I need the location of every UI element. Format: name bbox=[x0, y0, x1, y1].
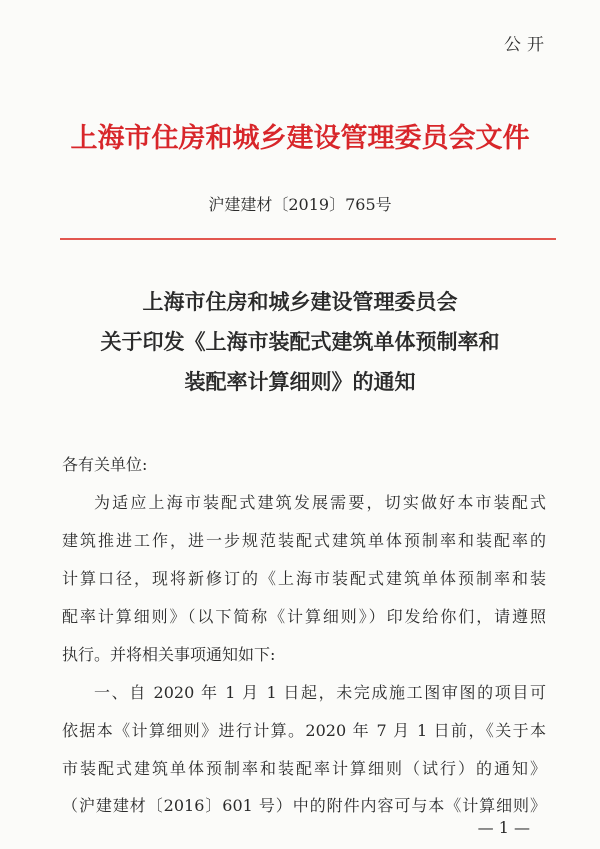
red-divider bbox=[60, 238, 556, 240]
page-number: — 1 — bbox=[477, 818, 530, 837]
body-line: 建筑推进工作，进一步规范装配式建筑单体预制率和装配率的 bbox=[62, 531, 546, 550]
body-line: 执行。并将相关事项通知如下: bbox=[62, 645, 276, 664]
document-number: 沪建建材〔2019〕765号 bbox=[208, 195, 392, 214]
body-line: 为适应上海市装配式建筑发展需要，切实做好本市装配式 bbox=[94, 493, 546, 512]
body-line: 计算口径，现将新修订的《上海市装配式建筑单体预制率和装 bbox=[62, 569, 546, 588]
body-line: 一、自 2020 年 1 月 1 日起，未完成施工图审图的项目可 bbox=[94, 683, 546, 702]
body-line: 市装配式建筑单体预制率和装配率计算细则（试行）的通知》 bbox=[62, 759, 546, 778]
title-line-3: 装配率计算细则》的通知 bbox=[184, 369, 416, 394]
body-line: 依据本《计算细则》进行计算。2020 年 7 月 1 日前，《关于本 bbox=[62, 721, 546, 740]
salutation: 各有关单位: bbox=[62, 455, 148, 474]
classification-label: 公开 bbox=[504, 35, 550, 55]
body-line: 配率计算细则》（以下简称《计算细则》）印发给你们，请遵照 bbox=[62, 607, 546, 626]
issuer-header: 上海市住房和城乡建设管理委员会文件 bbox=[70, 123, 530, 154]
title-line-2: 关于印发《上海市装配式建筑单体预制率和 bbox=[100, 329, 500, 354]
body-line: （沪建建材〔2016〕601 号）中的附件内容可与本《计算细则》 bbox=[62, 796, 546, 815]
title-line-1: 上海市住房和城乡建设管理委员会 bbox=[142, 289, 458, 314]
